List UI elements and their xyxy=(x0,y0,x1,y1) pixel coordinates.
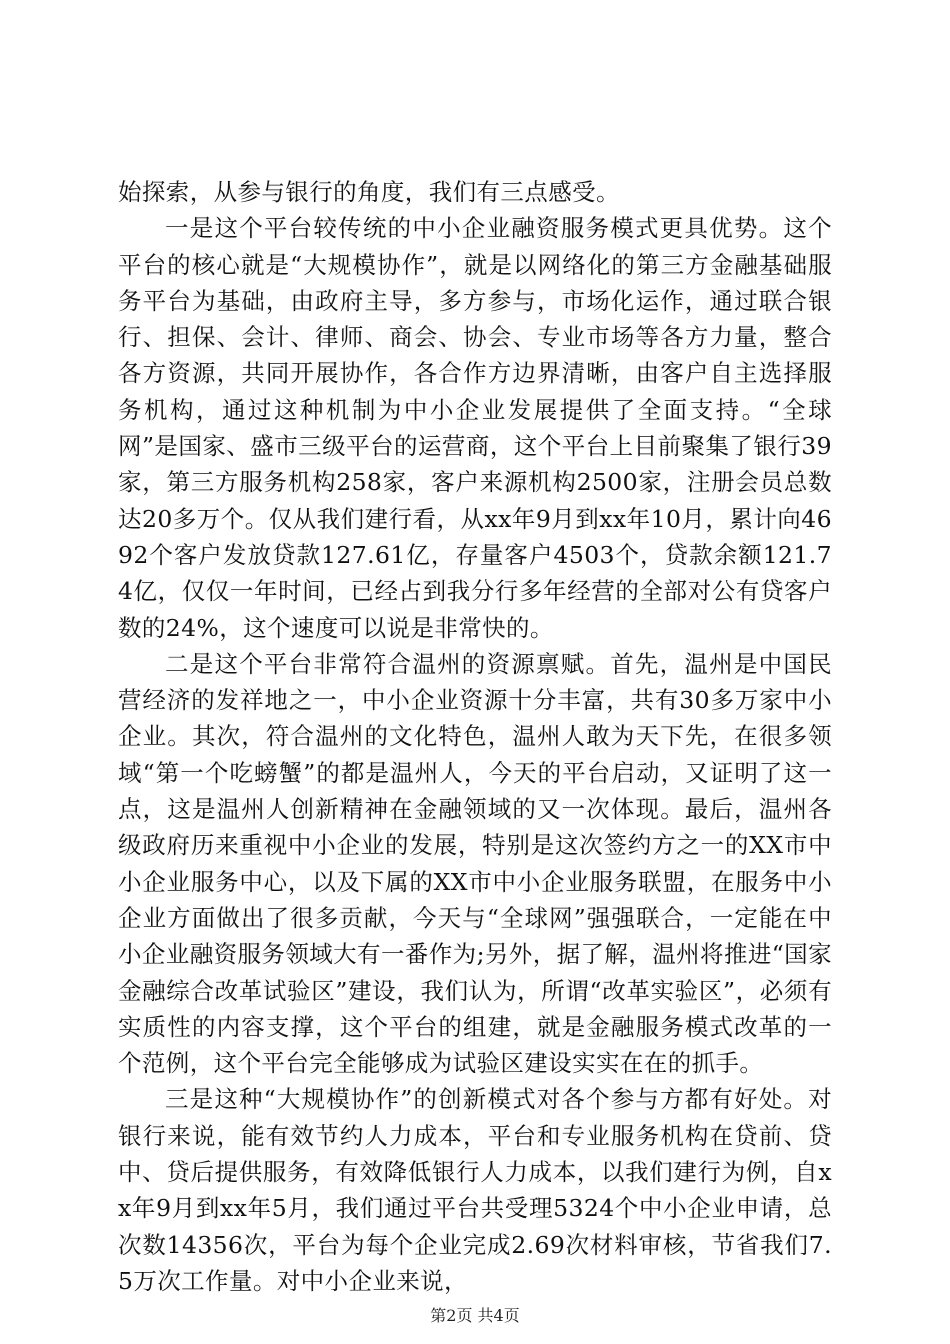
paragraph-point-three: 三是这种“大规模协作”的创新模式对各个参与方都有好处。对银行来说，能有效节约人力成本，平台和专业服务机构在贷前、贷中、贷后提供服务，有效降低银行人力成本，以我们建行为例，自xx年9月到xx年5月，我们通过平台共受理5324个中小企业申请，总次数14356次，平台为每个企业完成2.69次材料审核，节省我们7.5万次工作量。对中小企业来说， xyxy=(118,1085,832,1295)
page-footer xyxy=(0,1306,950,1326)
document-body xyxy=(118,174,832,1299)
paragraph-continuation: 始探索，从参与银行的角度，我们有三点感受。 xyxy=(118,178,620,206)
paragraph-point-two: 二是这个平台非常符合温州的资源禀赋。首先，温州是中国民营经济的发祥地之一，中小企业资源十分丰富，共有30多万家中小企业。其次，符合温州的文化特色，温州人敢为天下先，在很多领域“第一个吃螃蟹”的都是温州人，今天的平台启动，又证明了这一点，这是温州人创新精神在金融领域的又一次体现。最后，温州各级政府历来重视中小企业的发展，特别是这次签约方之一的XX市中小企业服务中心，以及下属的XX市中小企业服务联盟，在服务中小企业方面做出了很多贡献，今天与“全球网”强强联合，一定能在中小企业融资服务领域大有一番作为;另外，据了解，温州将推进“国家金融综合改革试验区”建设，我们认为，所谓“改革实验区”，必须有实质性的内容支撑，这个平台的组建，就是金融服务模式改革的一个范例，这个平台完全能够成为试验区建设实实在在的抓手。 xyxy=(118,649,832,1078)
paragraph-point-one: 一是这个平台较传统的中小企业融资服务模式更具优势。这个平台的核心就是“大规模协作”，就是以网络化的第三方金融基础服务平台为基础，由政府主导，多方参与，市场化运作，通过联合银行、担保、会计、律师、商会、协会、专业市场等各方力量，整合各方资源，共同开展协作，各合作方边界清晰，由客户自主选择服务机构，通过这种机制为中小企业发展提供了全面支持。“全球网”是国家、盛市三级平台的运营商，这个平台上目前聚集了银行39家，第三方服务机构258家，客户来源机构2500家，注册会员总数达20多万个。仅从我们建行看，从xx年9月到xx年10月，累计向4692个客户发放贷款127.61亿，存量客户4503个，贷款余额121.74亿，仅仅一年时间，已经占到我分行多年经营的全部对公有贷客户数的24%，这个速度可以说是非常快的。 xyxy=(118,214,832,642)
page-number-label: 第2页 共4页 xyxy=(430,1306,520,1325)
